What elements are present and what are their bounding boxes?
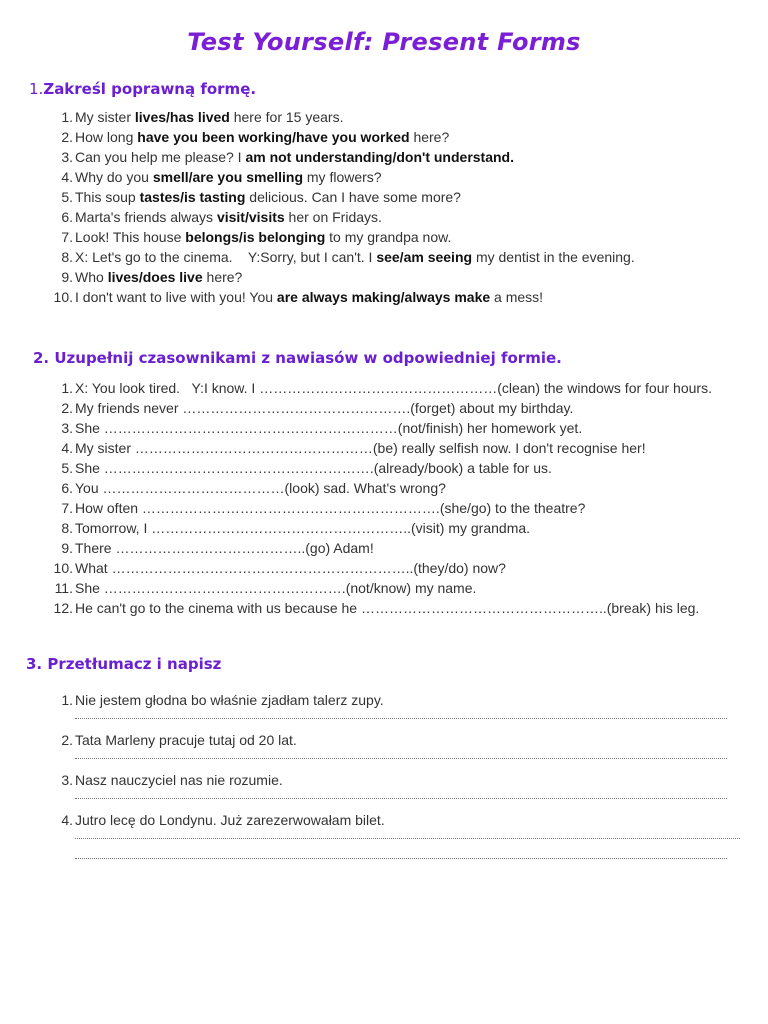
item-text: Who lives/does live here? xyxy=(75,269,243,285)
item-text: My friends never ………………………………………….(forget) about my birthday. xyxy=(75,400,574,416)
list-item xyxy=(40,107,740,127)
choice-options: am not understanding/don't understand. xyxy=(245,149,514,165)
list-item xyxy=(40,247,740,267)
list-item xyxy=(40,167,740,187)
choice-options: lives/does live xyxy=(107,269,203,285)
item-number: 8. xyxy=(61,520,73,536)
item-text: This soup tastes/is tasting delicious. Can I have some more? xyxy=(75,189,461,205)
item-number: 2. xyxy=(61,400,73,416)
item-number: 11. xyxy=(54,580,73,596)
list-item xyxy=(40,207,740,227)
list-item xyxy=(40,378,740,398)
list-item xyxy=(40,730,740,750)
section3-list xyxy=(40,690,740,710)
item-text: X: Let's go to the cinema. Y:Sorry, but I can't. I see/am seeing my dentist in the evening. xyxy=(75,249,635,265)
item-text: How long have you been working/have you worked here? xyxy=(75,129,450,145)
item-text: X: You look tired. Y:I know. I ……………………………………………(clean) the windows for four hours. xyxy=(75,380,712,396)
list-item xyxy=(40,267,740,287)
list-item xyxy=(40,458,740,478)
section3-list-2 xyxy=(40,730,740,750)
item-number: 4. xyxy=(61,812,73,828)
choice-options: are always making/always make xyxy=(276,289,491,305)
item-number: 10. xyxy=(53,289,73,305)
item-text: Tomorrow, I ………………………………………………..(visit) my grandma. xyxy=(75,520,531,536)
answer-line[interactable] xyxy=(75,756,727,759)
item-number: 9. xyxy=(61,269,73,285)
item-number: 5. xyxy=(61,460,73,476)
list-item xyxy=(40,770,740,790)
choice-options: tastes/is tasting xyxy=(139,189,246,205)
list-item xyxy=(40,478,740,498)
list-item xyxy=(40,418,740,438)
item-number: 2. xyxy=(61,129,73,145)
item-text: Can you help me please? I am not understanding/don't understand. xyxy=(75,149,514,165)
item-number: 3. xyxy=(61,772,73,788)
list-item xyxy=(40,147,740,167)
item-number: 5. xyxy=(61,189,73,205)
item-text: He can't go to the cinema with us because he ……………………………………………..(break) his leg. xyxy=(75,600,700,616)
section2-list xyxy=(40,378,740,618)
section3-list-3 xyxy=(40,770,740,790)
item-number: 1. xyxy=(61,109,73,125)
item-number: 1. xyxy=(61,692,73,708)
list-item xyxy=(40,287,740,307)
item-number: 9. xyxy=(61,540,73,556)
choice-options: smell/are you smelling xyxy=(152,169,303,185)
choice-options: lives/has lived xyxy=(134,109,230,125)
item-number: 12. xyxy=(53,600,73,616)
item-number: 2. xyxy=(61,732,73,748)
item-text: How often ……………………………………………………….(she/go) to the theatre? xyxy=(75,500,586,516)
answer-line[interactable] xyxy=(75,716,727,719)
item-number: 3. xyxy=(61,149,73,165)
list-item xyxy=(40,398,740,418)
list-item xyxy=(40,810,740,830)
choice-options: see/am seeing xyxy=(376,249,473,265)
item-text: Nasz nauczyciel nas nie rozumie. xyxy=(75,772,283,788)
list-item xyxy=(40,127,740,147)
item-text: There …………………………………..(go) Adam! xyxy=(75,540,374,556)
answer-line[interactable] xyxy=(75,796,727,799)
list-item xyxy=(40,690,740,710)
section1-list xyxy=(40,107,740,307)
item-text: She …………………………………………….(not/know) my name. xyxy=(75,580,477,596)
section3-list-4 xyxy=(40,810,740,830)
item-text: My sister lives/has lived here for 15 years. xyxy=(75,109,344,125)
section2-heading: 2. Uzupełnij czasownikami z nawiasów w odpowiedniej formie. xyxy=(33,349,562,367)
item-text: She ………………………………………………………(not/finish) her homework yet. xyxy=(75,420,583,436)
list-item xyxy=(40,578,740,598)
item-number: 4. xyxy=(61,440,73,456)
item-text: Jutro lecę do Londynu. Już zarezerwowałam bilet. xyxy=(75,812,385,828)
answer-line[interactable] xyxy=(75,856,727,859)
item-text: Tata Marleny pracuje tutaj od 20 lat. xyxy=(75,732,297,748)
item-number: 6. xyxy=(61,480,73,496)
item-text: What ………………………………………………………..(they/do) now? xyxy=(75,560,506,576)
item-number: 4. xyxy=(61,169,73,185)
choice-options: have you been working/have you worked xyxy=(137,129,410,145)
item-number: 10. xyxy=(53,560,73,576)
item-text: Why do you smell/are you smelling my flowers? xyxy=(75,169,382,185)
list-item xyxy=(40,498,740,518)
choice-options: belongs/is belonging xyxy=(185,229,326,245)
section3-heading: 3. Przetłumacz i napisz xyxy=(26,655,222,673)
item-text: She ………………………………………………….(already/book) a table for us. xyxy=(75,460,552,476)
item-number: 6. xyxy=(61,209,73,225)
item-text: Marta's friends always visit/visits her on Fridays. xyxy=(75,209,382,225)
item-number: 8. xyxy=(61,249,73,265)
list-item xyxy=(40,558,740,578)
section1-title: Zakreśl poprawną formę. xyxy=(43,80,257,98)
list-item xyxy=(40,598,740,618)
list-item xyxy=(40,187,740,207)
item-text: Nie jestem głodna bo właśnie zjadłam talerz zupy. xyxy=(75,692,384,708)
list-item xyxy=(40,227,740,247)
item-number: 7. xyxy=(61,500,73,516)
choice-options: visit/visits xyxy=(216,209,285,225)
answer-line[interactable] xyxy=(75,836,740,839)
item-text: You …………………………………(look) sad. What's wrong? xyxy=(75,480,446,496)
list-item xyxy=(40,438,740,458)
list-item xyxy=(40,518,740,538)
item-number: 7. xyxy=(61,229,73,245)
item-text: I don't want to live with you! You are always making/always make a mess! xyxy=(75,289,544,305)
section1-heading xyxy=(29,80,256,98)
item-number: 3. xyxy=(61,420,73,436)
item-text: Look! This house belongs/is belonging to my grandpa now. xyxy=(75,229,452,245)
list-item xyxy=(40,538,740,558)
section1-number: 1. xyxy=(29,80,44,98)
item-number: 1. xyxy=(61,380,73,396)
worksheet-title: Test Yourself: Present Forms xyxy=(187,28,581,56)
item-text: My sister ……………………………………………(be) really selfish now. I don't recognise her! xyxy=(75,440,646,456)
